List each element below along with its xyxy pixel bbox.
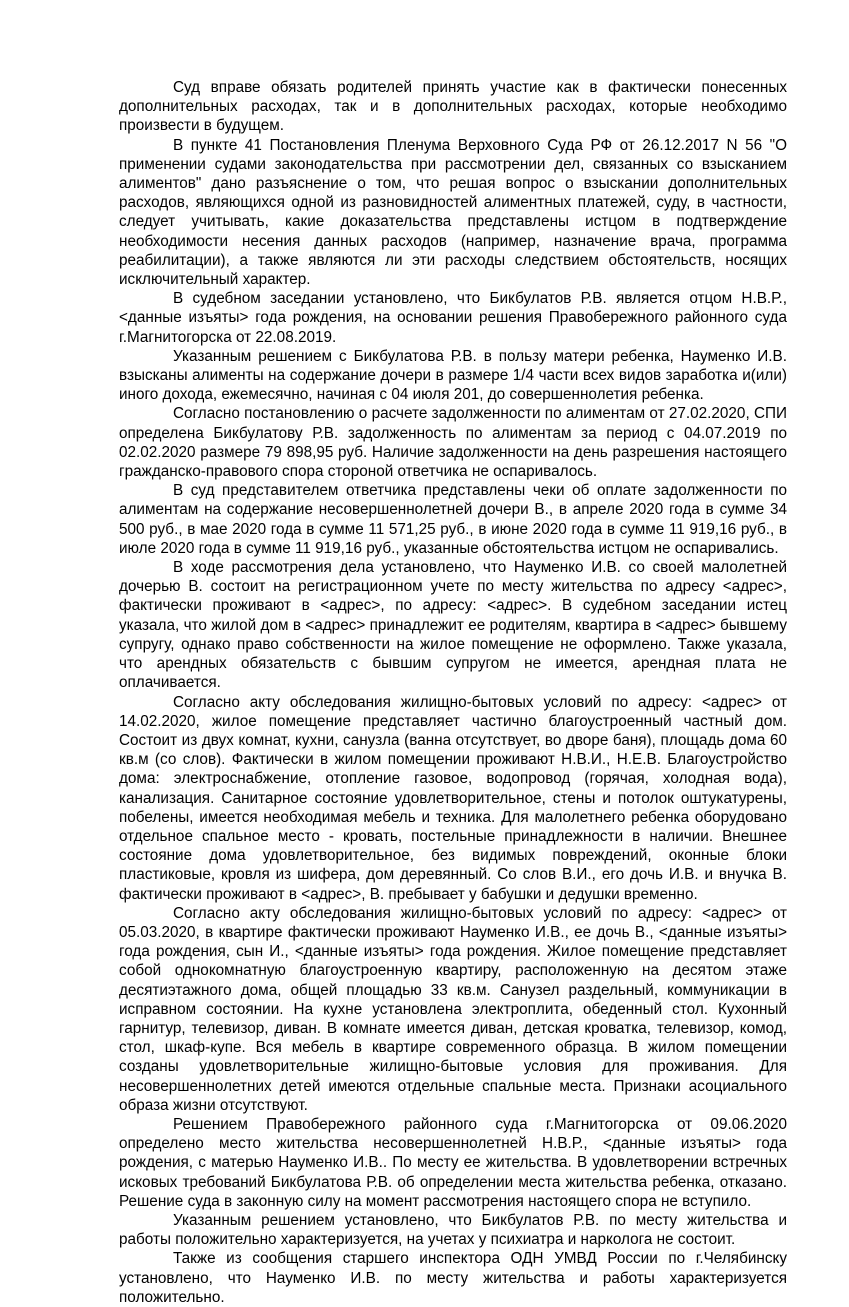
- paragraph-registration: В ходе рассмотрения дела установлено, что Науменко И.В. со своей малолетней дочерью В. состоит на регистрационном учете по месту жительства по адресу <адрес>, фактически проживают в <адрес>, по адресу: <адрес>. В судебном заседании истец указала, что жилой дом в <адрес> принадлежит ее родителям, квартира в <адрес> бывшему супругу, однако право собственности на жилое помещение не оформлено. Также указала, что арендных обязательств с бывшим супругом не имеется, арендная плата не оплачивается.: [119, 559, 787, 692]
- document-body: [119, 78, 787, 1307]
- paragraph-debt-calculation: Согласно постановлению о расчете задолженности по алиментам от 27.02.2020, СПИ определена Бикбулатову Р.В. задолженность по алиментам за период с 04.07.2019 по 02.02.2020 размере 79 898,95 руб. Наличие задолженности на день разрешения настоящего гражданско-правового спора стороной ответчика не оспаривалось.: [119, 405, 787, 481]
- paragraph-paternity: В судебном заседании установлено, что Бикбулатов Р.В. является отцом Н.В.Р., <данные изъяты> года рождения, на основании решения Правобережного районного суда г.Магнитогорска от 22.08.2019.: [119, 290, 787, 346]
- paragraph-plenum-resolution: В пункте 41 Постановления Пленума Верховного Суда РФ от 26.12.2017 N 56 "О применении судами законодательства при рассмотрении дел, связанных со взысканием алиментов" дано разъяснение о том, что решая вопрос о взыскании дополнительных расходов, являющихся одной из разновидностей алиментных платежей, суду, в частности, следует учитывать, какие доказательства представлены истцом в подтверждение необходимости несения данных расходов (например, назначение врача, программа реабилитации), а также являются ли эти расходы следствием обстоятельств, носящих исключительный характер.: [119, 136, 787, 289]
- paragraph-residence-decision: Решением Правобережного районного суда г.Магнитогорска от 09.06.2020 определено место жительства несовершеннолетней Н.В.Р., <данные изъяты> года рождения, с матерью Науменко И.В.. По месту ее жительства. В удовлетворении встречных исковых требований Бикбулатова Р.В. об определении места жительства ребенка, отказано. Решение суда в законную силу на момент рассмотрения настоящего спора не вступило.: [119, 1115, 787, 1210]
- paragraph-payment-receipts: В суд представителем ответчика представлены чеки об оплате задолженности по алиментам на содержание несовершеннолетней дочери В., в апреле 2020 года в сумме 34 500 руб., в мае 2020 года в сумме 11 571,25 руб., в июне 2020 года в сумме 11 919,16 руб., в июле 2020 года в сумме 11 919,16 руб., указанные обстоятельства истцом не оспаривались.: [119, 482, 787, 557]
- paragraph-additional-expenses: Суд вправе обязать родителей принять участие как в фактически понесенных дополнительных расходах, так и в дополнительных расходах, которые необходимо произвести в будущем.: [119, 79, 787, 135]
- paragraph-house-inspection: Согласно акту обследования жилищно-бытовых условий по адресу: <адрес> от 14.02.2020, жилое помещение представляет частично благоустроенный частный дом. Состоит из двух комнат, кухни, санузла (ванна отсутствует, во дворе баня), площадь дома 60 кв.м (со слов). Фактически в жилом помещении проживают Н.В.И., Н.Е.В. Благоустройство дома: электроснабжение, отопление газовое, водопровод (горячая, холодная вода), канализация. Санитарное состояние удовлетворительное, стены и потолок оштукатурены, побелены, имеется необходимая мебель и техника. Для малолетнего ребенка оборудовано отдельное спальное место - кровать, постельные принадлежности в наличии. Внешнее состояние дома удовлетворительное, без видимых повреждений, оконные блоки пластиковые, кровля из шифера, дом деревянный. Со слов В.И., его дочь И.В. и внучка В. фактически проживают в <адрес>, В. пребывает у бабушки и дедушки временно.: [119, 693, 787, 903]
- paragraph-father-characteristic: Указанным решением установлено, что Бикбулатов Р.В. по месту жительства и работы положительно характеризуется, на учетах у психиатра и нарколога не состоит.: [119, 1211, 787, 1249]
- paragraph-apartment-inspection: Согласно акту обследования жилищно-бытовых условий по адресу: <адрес> от 05.03.2020, в квартире фактически проживают Науменко И.В., ее дочь В., <данные изъяты> года рождения, сын И., <данные изъяты> года рождения. Жилое помещение представляет собой однокомнатную благоустроенную квартиру, расположенную на десятом этаже десятиэтажного дома, общей площадью 33 кв.м. Санузел раздельный, коммуникации в исправном состоянии. На кухне установлена электроплита, обеденный стол. Кухонный гарнитур, телевизор, диван. В комнате имеется диван, детская кроватка, телевизор, комод, стол, шкаф-купе. Вся мебель в квартире современного образца. В жилом помещении созданы удовлетворительные жилищно-бытовые условия для проживания. Для несовершеннолетних детей имеются отдельные спальные места. Признаки асоциального образа жизни отсутствуют.: [119, 904, 787, 1114]
- paragraph-mother-characteristic: Также из сообщения старшего инспектора ОДН УМВД России по г.Челябинску установлено, что Науменко И.В. по месту жительства и работы характеризуется положительно.: [119, 1250, 787, 1306]
- paragraph-alimony-decision: Указанным решением с Бикбулатова Р.В. в пользу матери ребенка, Науменко И.В. взысканы алименты на содержание дочери в размере 1/4 части всех видов заработка и(или) иного дохода, ежемесячно, начиная с 04 июля 201, до совершеннолетия ребенка.: [119, 347, 787, 404]
